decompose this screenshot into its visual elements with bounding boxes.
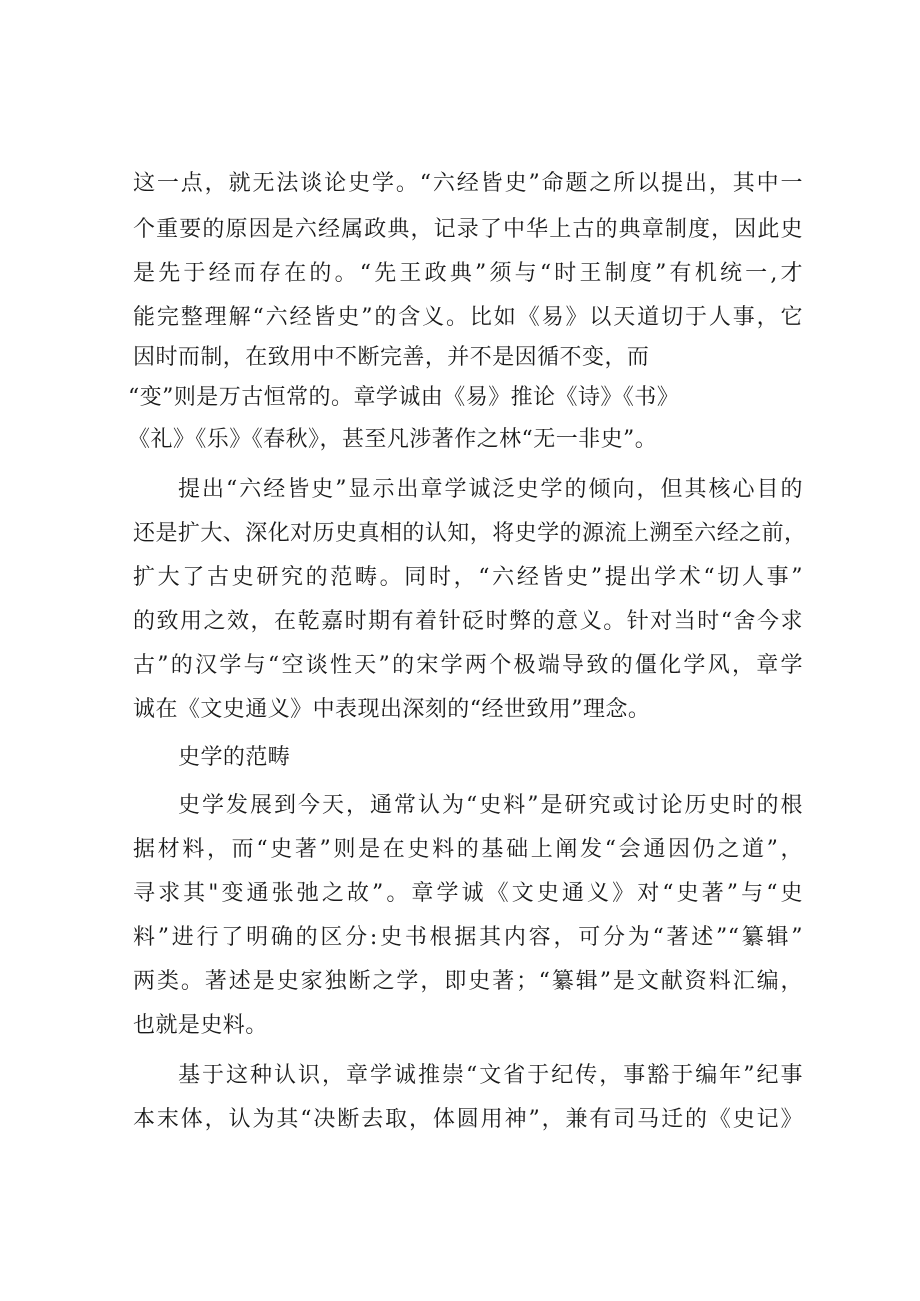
paragraph-3-line-6: 也就是史料。 xyxy=(133,1013,268,1038)
paragraph-3-line-5: 两类。著述是史家独断之学，即史著；“纂辑”是文献资料汇编， xyxy=(133,969,803,994)
paragraph-1-line-6: “变”则是万古恒常的。章学诚由《易》推论《诗》《书》 xyxy=(128,385,680,410)
paragraph-3-line-4: 料”进行了明确的区分:史书根据其内容，可分为“著述”“纂辑” xyxy=(133,925,803,950)
paragraph-1-line-5: 因时而制，在致用中不断完善，并不是因循不变，而 xyxy=(133,345,650,370)
paragraph-3-line-3: 寻求其"变通张弛之故”。章学诚《文史通义》对“史著”与“史 xyxy=(133,881,803,906)
paragraph-4-line-1: 基于这种认识，章学诚推崇“文省于纪传，事豁于编年”纪事 xyxy=(178,1063,803,1088)
paragraph-2-line-2: 还是扩大、深化对历史真相的认知，将史学的源流上溯至六经之前， xyxy=(133,521,807,546)
paragraph-2-line-3: 扩大了古史研究的范畴。同时，“六经皆史”提出学术“切人事” xyxy=(133,565,803,590)
paragraph-1-line-3: 是先于经而存在的。“先王政典”须与“时王制度”有机统一,才 xyxy=(133,261,803,286)
paragraph-2-line-4: 的致用之效，在乾嘉时期有着针砭时弊的意义。针对当时“舍今求 xyxy=(133,609,803,634)
paragraph-2-line-5: 古”的汉学与“空谈性天”的宋学两个极端导致的僵化学风，章学 xyxy=(133,653,803,678)
paragraph-1-line-2: 个重要的原因是六经属政典，记录了中华上古的典章制度，因此史 xyxy=(133,217,803,242)
paragraph-2-line-6: 诚在《文史通义》中表现出深刻的“经世致用”理念。 xyxy=(133,697,651,722)
paragraph-1-line-1: 这一点，就无法谈论史学。“六经皆史”命题之所以提出，其中一 xyxy=(133,171,803,196)
paragraph-4-line-2: 本末体，认为其“决断去取，体圆用神”，兼有司马迁的《史记》 xyxy=(133,1107,803,1132)
section-heading: 史学的范畴 xyxy=(178,745,291,770)
paragraph-3-line-2: 据材料，而“史著”则是在史料的基础上阐发“会通因仍之道”， xyxy=(133,837,803,862)
paragraph-3-line-1: 史学发展到今天，通常认为“史料”是研究或讨论历史时的根 xyxy=(178,793,803,818)
paragraph-1-line-7: 《礼》《乐》《春秋》，甚至凡涉著作之林“无一非史”。 xyxy=(128,427,658,452)
paragraph-1-line-4: 能完整理解“六经皆史”的含义。比如《易》以天道切于人事，它 xyxy=(133,305,803,330)
paragraph-2-line-1: 提出“六经皆史”显示出章学诚泛史学的倾向，但其核心目的 xyxy=(178,477,803,502)
